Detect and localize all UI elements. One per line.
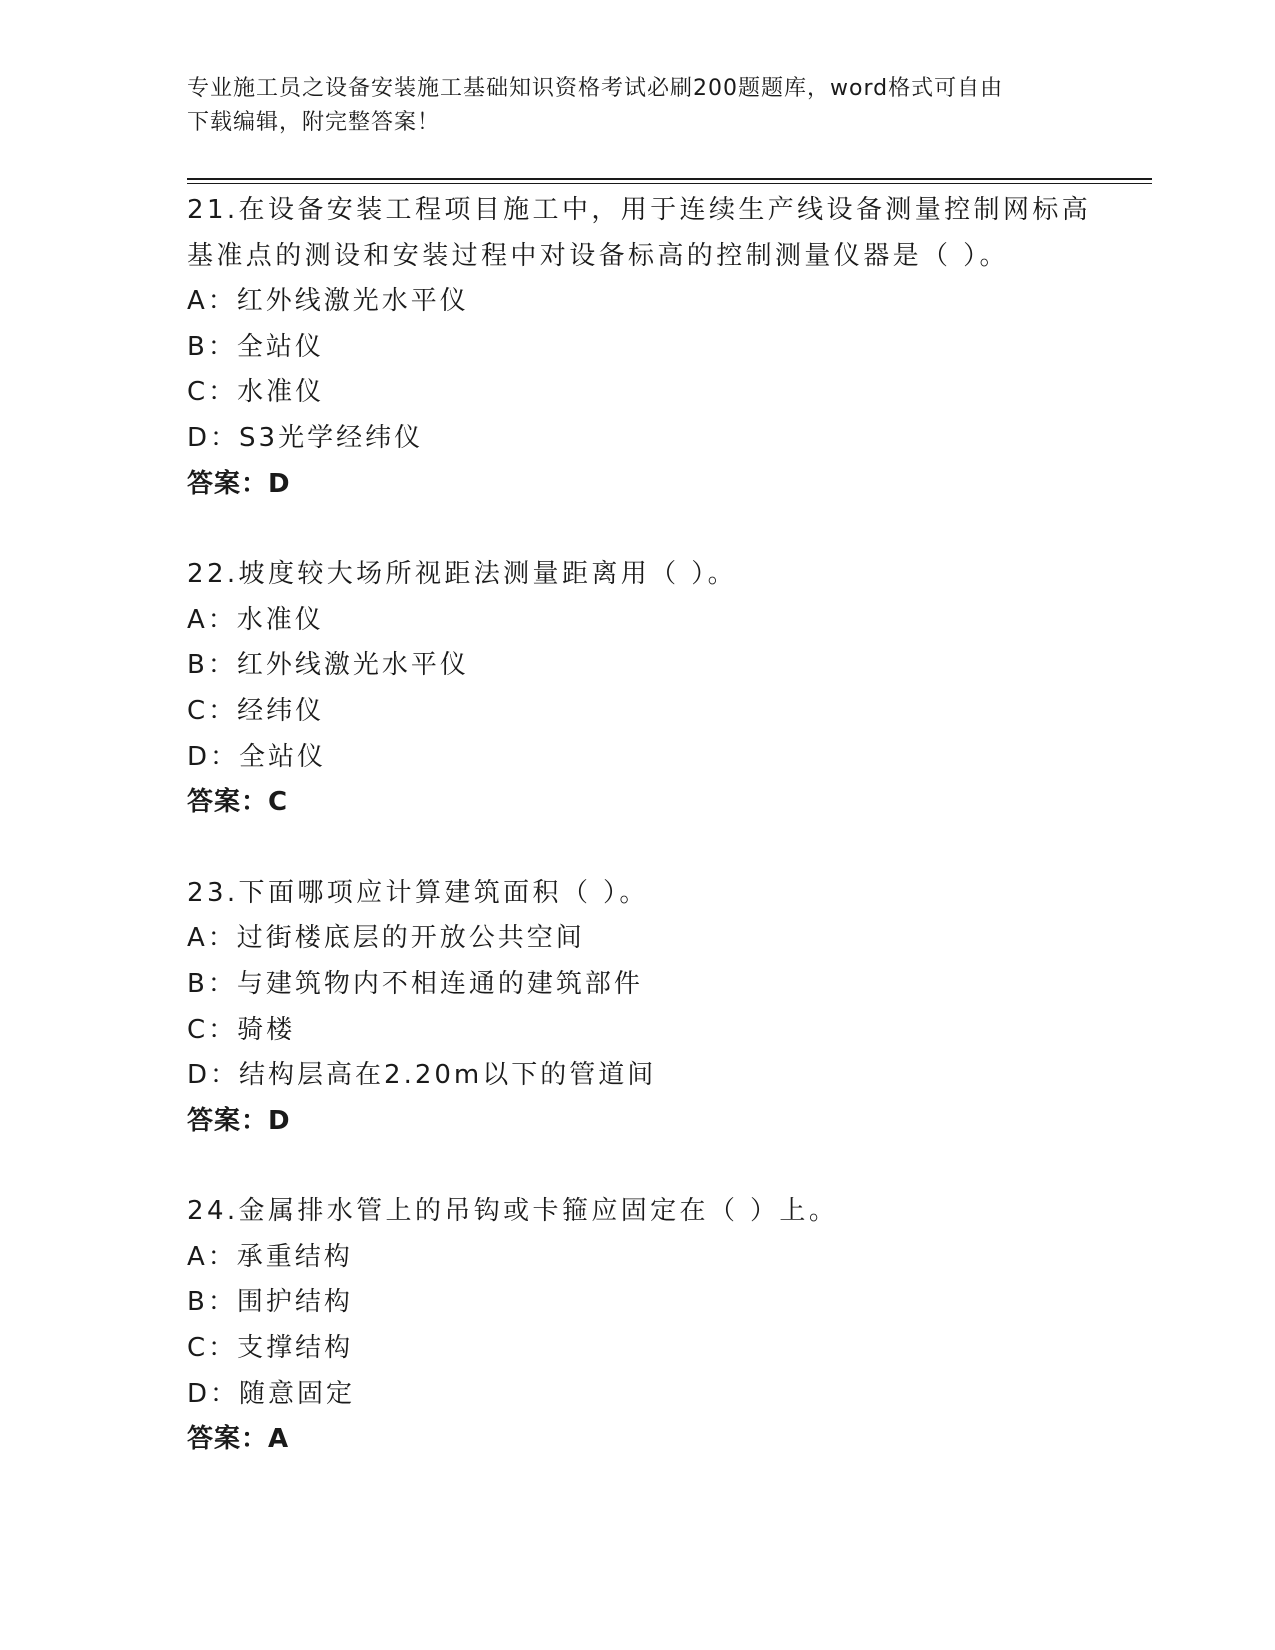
header-line-1: 专业施工员之设备安装施工基础知识资格考试必刷200题题库，word格式可自由 [187,76,1004,101]
question-stem [187,188,1152,279]
option-b: B：围护结构 [187,1287,353,1318]
option-c: C：经纬仪 [187,695,325,726]
option-c: C：骑楼 [187,1014,296,1045]
option-b: B：红外线激光水平仪 [187,650,469,681]
option-a: A：水准仪 [187,604,324,635]
option-a: A：过街楼底层的开放公共空间 [187,923,585,954]
stem-line: 基准点的测设和安装过程中对设备标高的控制测量仪器是（ ）。 [187,240,1009,271]
stem-line: 22.坡度较大场所视距法测量距离用（ ）。 [187,559,738,590]
option-a: A：承重结构 [187,1241,353,1272]
option-d: D：S3光学经纬仪 [187,422,424,453]
question-stem [187,871,1152,917]
question-23 [187,871,1152,1145]
stem-line: 24.金属排水管上的吊钩或卡箍应固定在（ ）上。 [187,1196,839,1227]
answer: 答案：A [187,1424,290,1455]
answer: 答案：D [187,468,291,499]
stem-line: 23.下面哪项应计算建筑面积（ ）。 [187,877,649,908]
option-b: B：与建筑物内不相连通的建筑部件 [187,968,643,999]
stem-line: 21.在设备安装工程项目施工中，用于连续生产线设备测量控制网标高 [187,195,1092,225]
question-stem [187,552,1152,598]
header-rule-thick [187,178,1152,180]
option-d: D：随意固定 [187,1378,356,1409]
option-c: C：水准仪 [187,377,325,408]
option-b: B：全站仪 [187,331,324,362]
question-24 [187,1189,1152,1463]
answer: 答案：D [187,1105,291,1136]
question-22 [187,552,1152,826]
option-a: A：红外线激光水平仪 [187,286,469,317]
question-21 [187,188,1152,507]
option-c: C：支撑结构 [187,1333,354,1364]
option-d: D：全站仪 [187,741,327,772]
header-rule-thin [187,183,1152,184]
answer: 答案：C [187,787,289,818]
option-d: D：结构层高在2.20m以下的管道间 [187,1060,657,1091]
question-stem [187,1189,1152,1235]
header-line-2: 下载编辑，附完整答案！ [187,110,441,135]
question-list [187,188,1152,1508]
document-header [187,72,1087,140]
